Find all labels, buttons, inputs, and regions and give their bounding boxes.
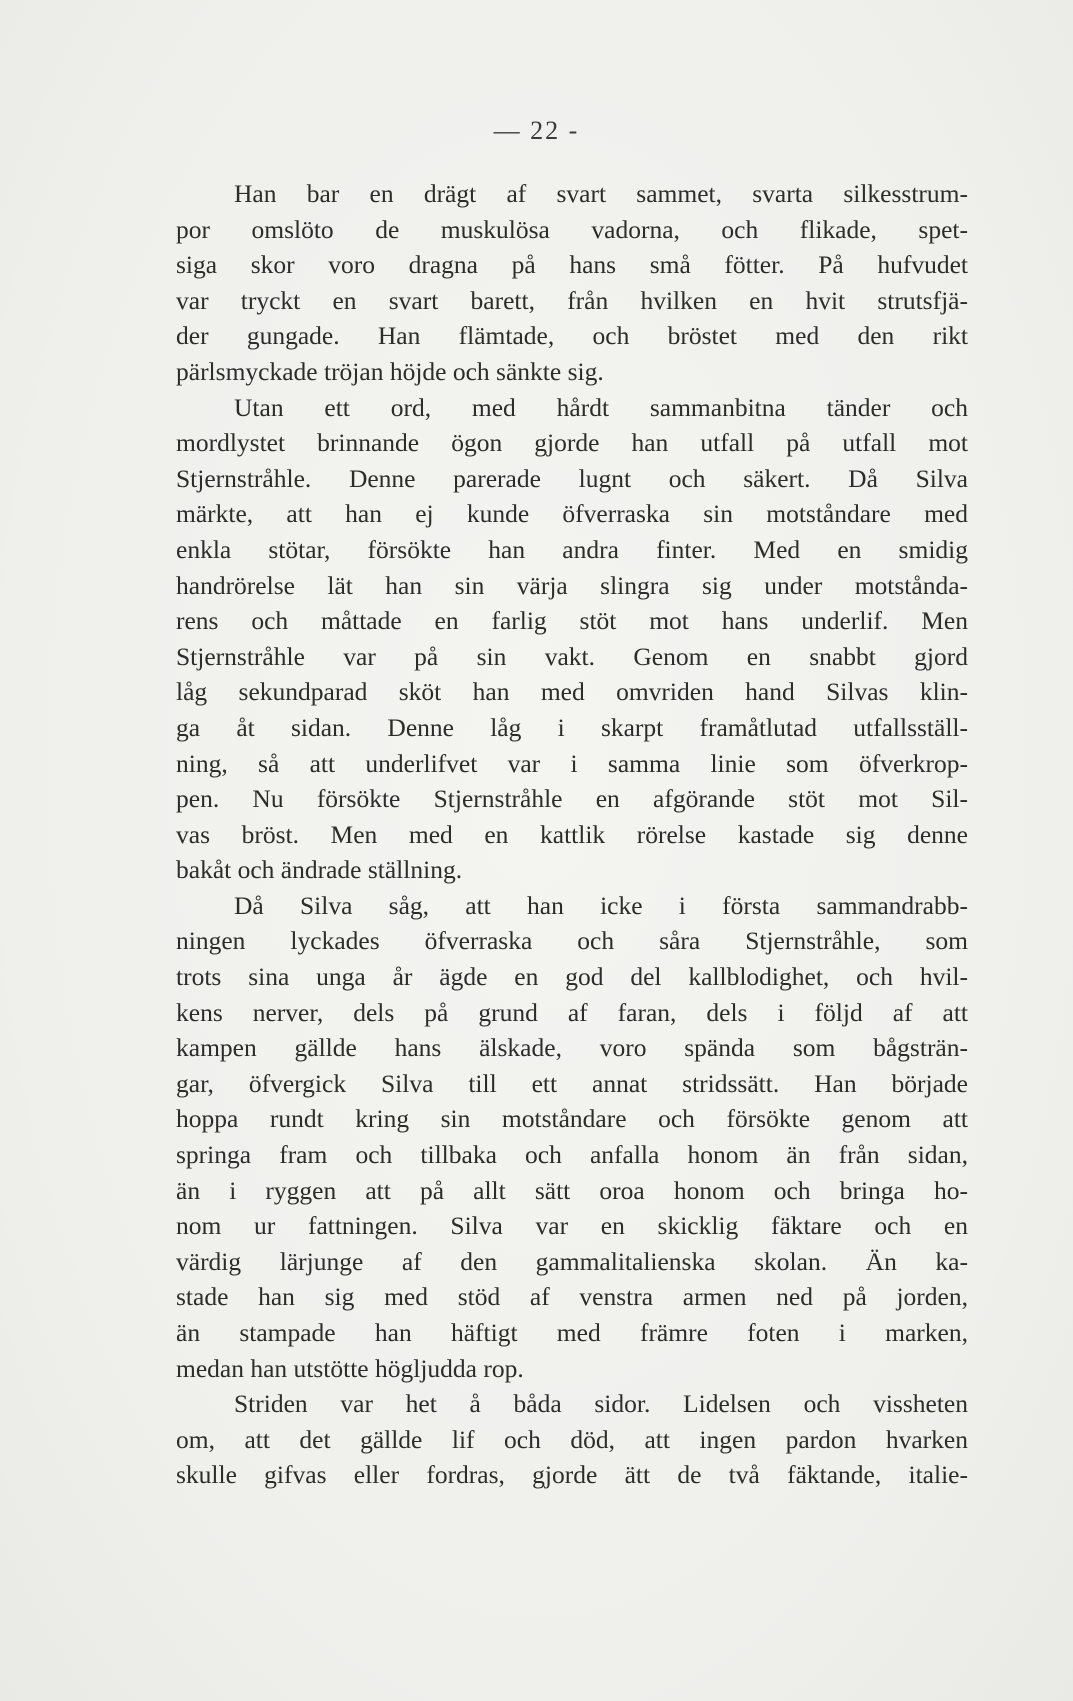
text-line: enkla stötar, försökte han andra finter. Med en smidig (176, 534, 968, 564)
text-line: vas bröst. Men med en kattlik rörelse kastade sig denne (176, 819, 968, 849)
text-line: por omslöto de muskulösa vadorna, och flikade, spet- (176, 214, 968, 244)
text-line: ga åt sidan. Denne låg i skarpt framåtlutad utfallsställ- (176, 712, 968, 742)
text-line: låg sekundparad sköt han med omvriden hand Silvas klin- (176, 677, 968, 707)
text-line: gar, öfvergick Silva till ett annat stridssätt. Han började (176, 1068, 968, 1098)
text-line: pen. Nu försökte Stjernstråhle en afgörande stöt mot Sil- (176, 784, 968, 814)
text-line: nom ur fattningen. Silva var en skicklig fäktare och en (176, 1211, 968, 1241)
text-line: än stampade han häftigt med främre foten i marken, (176, 1318, 968, 1347)
text-line: skulle gifvas eller fordras, gjorde ätt de två fäktande, italie- (176, 1460, 968, 1490)
text-line: hoppa rundt kring sin motståndare och försökte genom att (176, 1104, 968, 1134)
text-line: Striden var het å båda sidor. Lidelsen och vissheten (234, 1389, 968, 1419)
page-number: — 22 - (493, 116, 580, 145)
text-line: trots sina unga år ägde en god del kallblodighet, och hvil- (176, 962, 968, 992)
text-line: springa fram och tillbaka och anfalla honom än från sidan, (176, 1140, 968, 1170)
text-line: Stjernstråhle var på sin vakt. Genom en snabbt gjord (176, 641, 968, 671)
text-line: Utan ett ord, med hårdt sammanbitna tänder och (234, 392, 968, 422)
paragraph (176, 1386, 968, 1493)
body-text (176, 176, 968, 1493)
text-line: märkte, att han ej kunde öfverraska sin motståndare med (176, 499, 968, 529)
text-line: om, att det gällde lif och död, att ingen pardon hvarken (176, 1424, 968, 1454)
text-line: der gungade. Han flämtade, och bröstet med den rikt (176, 321, 968, 351)
text-line: än i ryggen att på allt sätt oroa honom och bringa ho- (176, 1175, 968, 1205)
text-line: rens och måttade en farlig stöt mot hans underlif. Men (176, 606, 968, 636)
paragraph (176, 176, 968, 390)
text-line: värdig lärjunge af den gammalitalienska skolan. Än ka- (176, 1246, 968, 1276)
text-line: bakåt och ändrade ställning. (176, 855, 463, 885)
text-line: kens nerver, dels på grund af faran, dels i följd af att (176, 997, 968, 1027)
text-line: var tryckt en svart barett, från hvilken en hvit strutsfjä- (176, 285, 968, 315)
paragraph (176, 390, 968, 888)
text-line: siga skor voro dragna på hans små fötter. På hufvudet (176, 250, 968, 280)
text-line: ningen lyckades öfverraska och såra Stjernstråhle, som (176, 926, 968, 956)
text-line: Då Silva såg, att han icke i första sammandrabb- (234, 890, 968, 920)
text-line: stade han sig med stöd af venstra armen ned på jorden, (176, 1282, 968, 1312)
text-line: mordlystet brinnande ögon gjorde han utfall på utfall mot (176, 428, 968, 458)
paragraph (176, 888, 968, 1386)
text-line: pärlsmyckade tröjan höjde och sänkte sig. (176, 356, 604, 386)
text-line: handrörelse lät han sin värja slingra sig under motstånda- (176, 570, 968, 600)
text-line: Stjernstråhle. Denne parerade lugnt och säkert. Då Silva (176, 463, 968, 493)
text-line: medan han utstötte högljudda rop. (176, 1353, 524, 1383)
text-line: ning, så att underlifvet var i samma linie som öfverkrop- (176, 748, 968, 778)
text-line: Han bar en drägt af svart sammet, svarta silkesstrum- (234, 179, 968, 208)
text-line: kampen gällde hans älskade, voro spända som bågsträn- (176, 1033, 968, 1063)
